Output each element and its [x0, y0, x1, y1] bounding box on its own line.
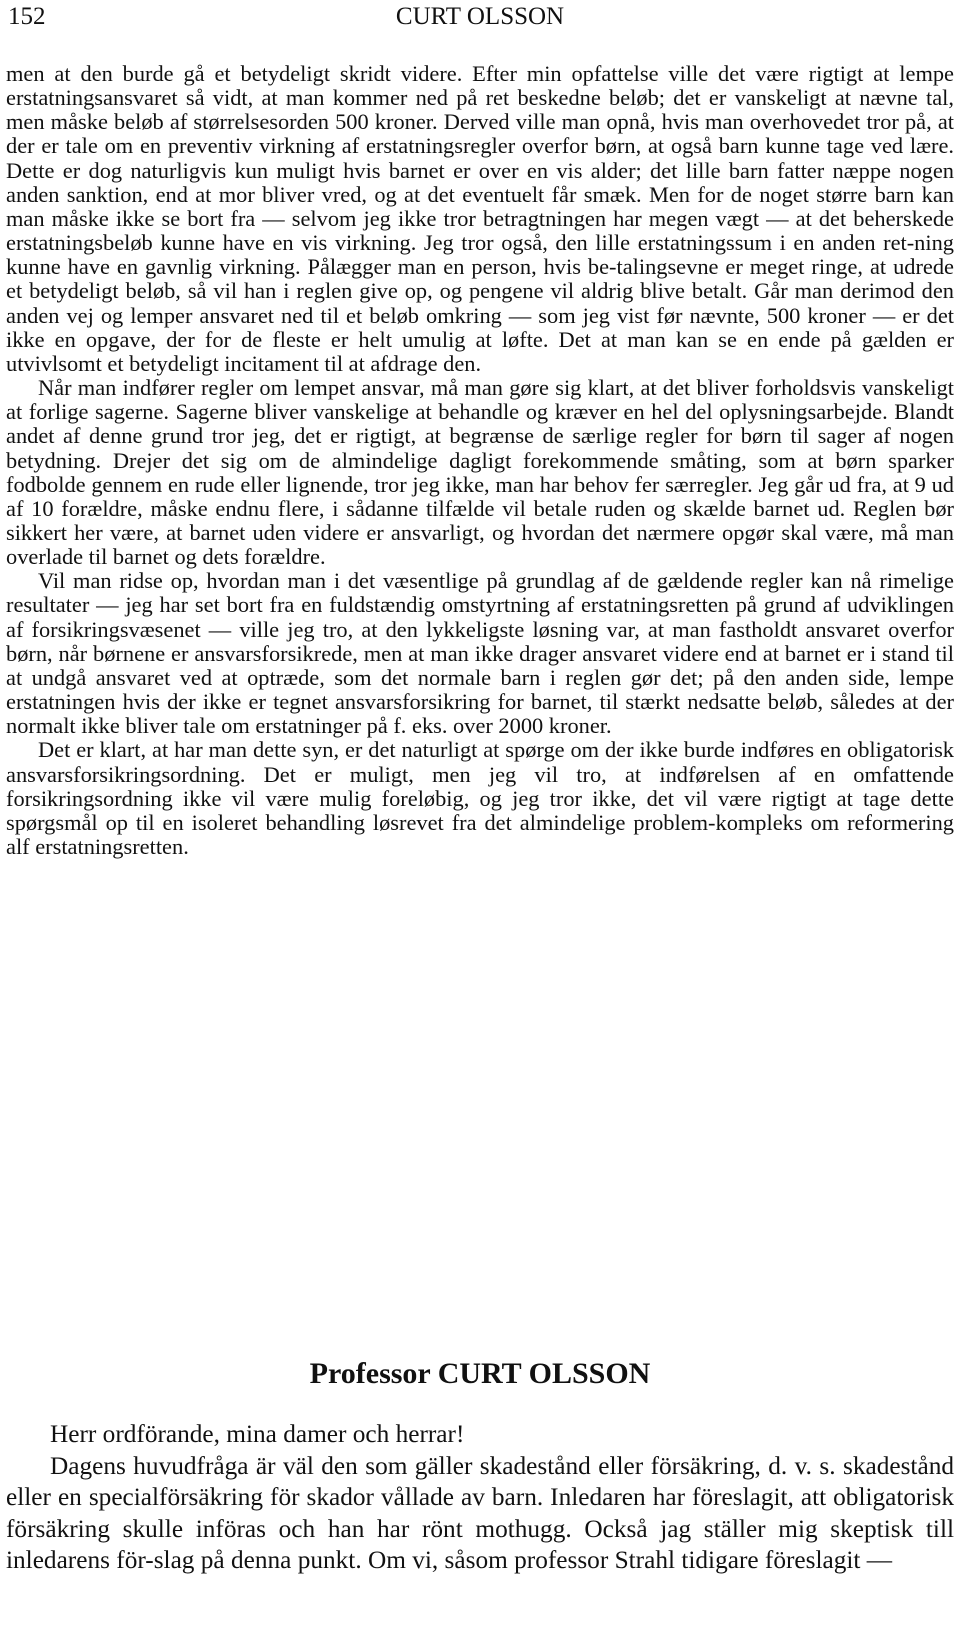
section-heading: Professor CURT OLSSON — [309, 1357, 651, 1390]
paragraph: Det er klart, at har man dette syn, er det naturligt at spørge om der ikke burde indføres en obligatorisk ansvarsforsikringsordning. Det er muligt, men jeg vil tro, at indførelsen af en omfattende forsikringsordning ikke vil være mulig foreløbig, og jeg tror ikke, det vil være rigtigt at tage dette spørgsmål op til en isoleret behandling løsrevet fra det almindelige problem-kompleks om reformering alf erstatningsretten. — [6, 737, 954, 859]
paragraph: Dagens huvudfråga är väl den som gäller skadestånd eller försäkring, d. v. s. skadestånd eller en specialförsäkring för skador vållade av barn. Inledaren har föreslagit, att obligatorisk försäkring skulle införas och han har rönt mothugg. Också jag ställer mig skeptisk till inledarens för-slag på denna punkt. Om vi, såsom professor Strahl tidigare föreslagit — — [6, 1451, 954, 1574]
danish-body-text — [6, 62, 954, 859]
paragraph: Vil man ridse op, hvordan man i det væsentlige på grundlag af de gældende regler kan nå rimelige resultater — jeg har set bort fra en fuldstændig omstyrtning af erstatningsretten på grund af udviklingen af forsikringsvæsenet — ville jeg tro, at den lykkeligste løsning var, at man fastholdt ansvaret overfor børn, når børnene er ansvarsforsikrede, men at man ikke drager ansvaret videre end at barnet er i stand til at undgå ansvaret ved at optræde, som det normale barn i reglen gør det; på den anden side, lempe erstatningen hvis der ikke er tegnet ansvarsforsikring for barnet, til stærkt nedsatte beløb, således at der normalt ikke bliver tale om erstatninger på f. eks. over 2000 kroner. — [6, 568, 954, 739]
salutation: Herr ordförande, mina damer och herrar! — [50, 1420, 465, 1448]
swedish-body-text — [6, 1419, 954, 1577]
page-number: 152 — [8, 3, 46, 30]
paragraph: Når man indfører regler om lempet ansvar, må man gøre sig klart, at det bliver forholdsvis vanskeligt at forlige sagerne. Sagerne bliver vanskelige at behandle og kræver en hel del oplysningsarbejde. Blandt andet af denne grund tror jeg, det er rigtigt, at begrænse de særlige regler for børn til sager af nogen betydning. Drejer det sig om de almindelige dagligt forekommende småting, som at børn sparker fodbolde gennem en rude eller lignende, tror jeg ikke, man har behov fer særregler. Jeg går ud fra, at 9 ud af 10 forældre, måske endnu flere, i sådanne tilfælde vil betale ruden og skælde barnet ud. Reglen bør sikkert her være, at barnet uden videre er ansvarligt, og hvordan det nærmere opgør skal være, må man overlade til barnet og dets forældre. — [6, 375, 954, 570]
page-header — [8, 2, 952, 32]
paragraph: men at den burde gå et betydeligt skridt videre. Efter min opfattelse ville det være rigtigt at lempe erstatningsansvaret så vidt, at man kommer ned på ret beskedne beløb; det er vanskeligt at nævne tal, men måske beløb af størrelsesorden 500 kroner. Derved ville man opnå, hvis man overhovedet tror på, at der er tale om en preventiv virkning af erstatningsregler overfor børn, at også barn kunne tage ved lære. Dette er dog naturligvis kun muligt hvis barnet er over en vis alder; det lille barn fatter næppe nogen anden sanktion, end at mor bliver vred, og at det eventuelt får smæk. Men for de noget større barn kan man måske ikke se bort fra — selvom jeg ikke tror betragtningen har megen vægt — at det beherskede erstatningsbeløb kunne have en vis virkning. Jeg tror også, den lille erstatningssum i en anden ret-ning kunne have en gavnlig virkning. Pålægger man en person, hvis be-talingsevne er meget ringe, at udrede et betydeligt beløb, så vil han i reglen give op, og pengene vil aldrig blive betalt. Går man derimod den anden vej og lemper ansvaret ned til et beløb omkring — som jeg vist før nævnte, 500 kroner — er det ikke en opgave, der for de fleste er helt umulig at løfte. Det at man kan se en ende på gælden er utvivlsomt et betydeligt incitament til at afdrage den. — [6, 61, 954, 376]
running-head: CURT OLSSON — [395, 3, 565, 30]
